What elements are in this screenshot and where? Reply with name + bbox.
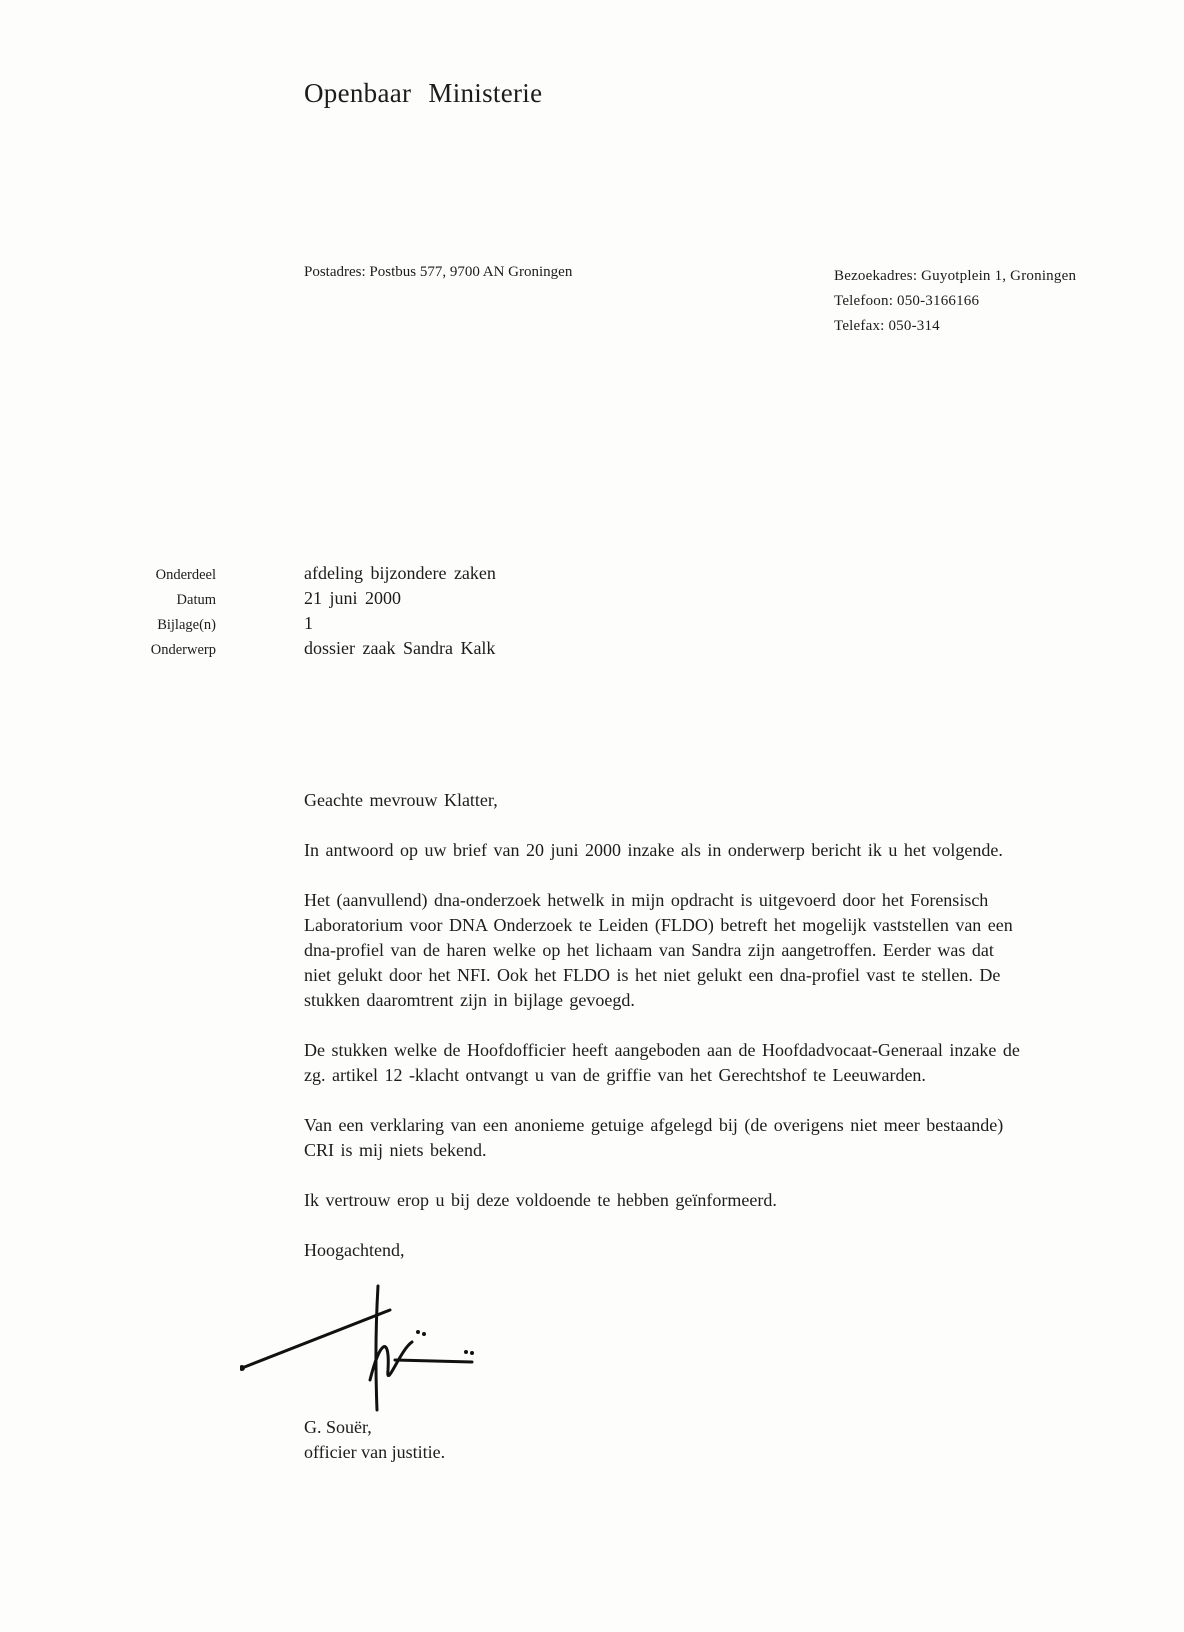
signer-block bbox=[304, 1415, 445, 1465]
attachments-label: Bijlage(n) bbox=[157, 617, 216, 633]
department-value: afdeling bijzondere zaken bbox=[304, 563, 496, 583]
paragraph-witness: Van een verklaring van een anonieme getuige afgelegd bij (de overigens niet meer bestaande) CRI is mij niets bekend. bbox=[304, 1115, 1004, 1160]
subject-label: Onderwerp bbox=[150, 642, 216, 658]
meta-row-department bbox=[120, 563, 496, 588]
postal-address: Postadres: Postbus 577, 9700 AN Groningen bbox=[304, 264, 573, 280]
paragraph-dna: Het (aanvullend) dna-onderzoek hetwelk in mijn opdracht is uitgevoerd door het Forensisch Laboratorium voor DNA Onderzoek te Leiden (FLDO) betreft het mogelijk vaststellen van een dna-profiel van de haren welke op het lichaam van Sandra zijn aangetroffen. Eerder was dat niet gelukt door het NFI. Ook het FLDO is het niet gelukt een dna-profiel vast te stellen. De stukken daaromtrent zijn in bijlage gevoegd. bbox=[304, 890, 1013, 1010]
visit-address: Bezoekadres: Guyotplein 1, Groningen bbox=[834, 268, 1077, 284]
department-label: Onderdeel bbox=[155, 567, 216, 583]
letter-body bbox=[304, 788, 1024, 1288]
signer-title: officier van justitie. bbox=[304, 1442, 446, 1462]
date-value: 21 juni 2000 bbox=[304, 588, 402, 608]
meta-row-subject bbox=[120, 638, 496, 663]
letterhead-title: Openbaar Ministerie bbox=[304, 78, 543, 108]
phone-number: Telefoon: 050-3166166 bbox=[834, 293, 980, 309]
meta-row-date bbox=[120, 588, 496, 613]
closing: Hoogachtend, bbox=[304, 1240, 405, 1260]
salutation: Geachte mevrouw Klatter, bbox=[304, 790, 498, 810]
fax-number: Telefax: 050-314 bbox=[834, 318, 940, 334]
subject-value: dossier zaak Sandra Kalk bbox=[304, 638, 496, 658]
date-label: Datum bbox=[176, 592, 216, 608]
paragraph-closing-remark: Ik vertrouw erop u bij deze voldoende te hebben geïnformeerd. bbox=[304, 1190, 777, 1210]
paragraph-reply: In antwoord op uw brief van 20 juni 2000 inzake als in onderwerp bericht ik u het volgende. bbox=[304, 840, 1003, 860]
paragraph-documents: De stukken welke de Hoofdofficier heeft aangeboden aan de Hoofdadvocaat-Generaal inzake de zg. artikel 12 -klacht ontvangt u van de griffie van het Gerechtshof te Leeuwarden. bbox=[304, 1040, 1020, 1085]
visit-address-block bbox=[834, 264, 1076, 339]
meta-row-attachments bbox=[120, 613, 496, 638]
attachments-value: 1 bbox=[304, 613, 313, 633]
letter-meta bbox=[120, 563, 496, 663]
signer-name: G. Souër, bbox=[304, 1417, 372, 1437]
